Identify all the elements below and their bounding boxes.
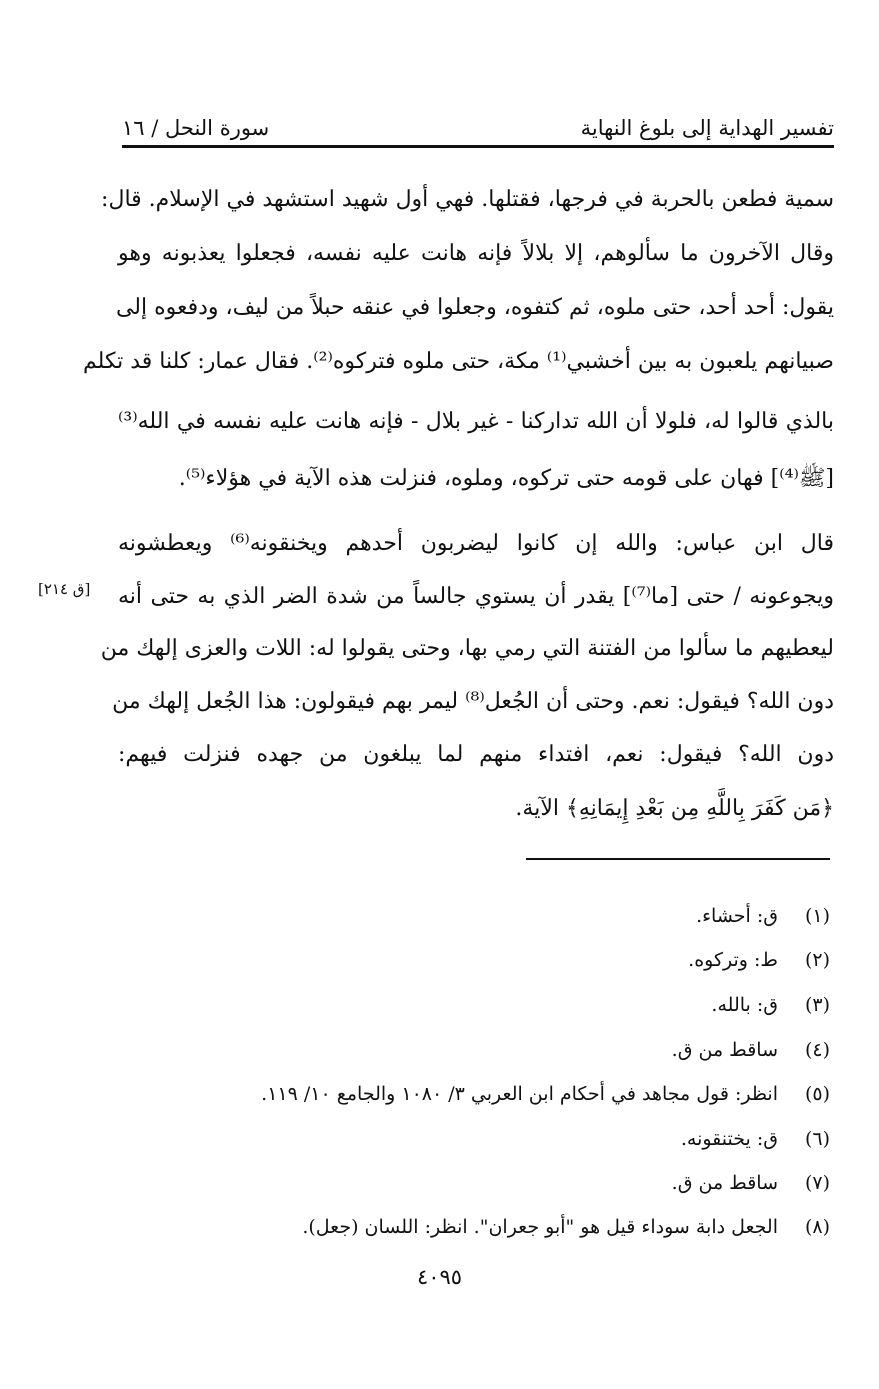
footnote-7 <box>672 1169 830 1197</box>
surah-label: سورة النحل / ١٦ <box>122 116 270 140</box>
footnote-4 <box>672 1036 830 1064</box>
footnote-number: (٣) <box>804 994 830 1016</box>
footnote-number: (٨) <box>804 1216 830 1238</box>
body-line-3: يقول: أحد أحد، حتى ملوه، ثم كتفوه، وجعلوا في عنقه حبلاً من ليف، ودفعوه إلى <box>115 295 834 320</box>
footnote-number: (٢) <box>804 949 830 971</box>
body-line-10: دون الله؟ فيقول: نعم. وحتى أن الجُعل⁽⁸⁾ ليمر بهم فيقولون: هذا الجُعل إلهك من <box>112 689 834 714</box>
footnote-text: انظر: قول مجاهد في أحكام ابن العربي ٣/ ١٠٨٠ والجامع ١٠/ ١١٩. <box>261 1083 778 1105</box>
body-line-2: وقال الآخرون ما سألوهم، إلا بلالاً فإنه هانت عليه نفسه، فجعلوا يعذبونه وهو <box>118 241 834 266</box>
body-line-9: ليعطيهم ما سألوا من الفتنة التي رمي بها، وحتى يقولوا له: اللات والعزى إلهك من <box>100 636 834 661</box>
running-header <box>122 104 834 144</box>
footnote-number: (٧) <box>804 1172 830 1194</box>
body-line-1: سمية فطعن بالحربة في فرجها، فقتلها. فهي أول شهيد استشهد في الإسلام. قال: <box>101 187 834 212</box>
body-line-7: قال ابن عباس: والله إن كانوا ليضربون أحدهم ويخنقونه⁽⁶⁾ ويعطشونه <box>118 531 834 556</box>
footnote-5 <box>261 1080 830 1108</box>
manuscript-folio-note: [ق ٢١٤] <box>38 580 91 598</box>
page-number: ٤٠٩٥ <box>416 1265 463 1289</box>
footnote-number: (٦) <box>804 1128 830 1150</box>
body-line-12: ﴿مَن كَفَرَ بِاللَّهِ مِن بَعْدِ إِيمَانِهِ﴾ الآية. <box>515 796 834 821</box>
footnote-number: (٥) <box>804 1083 830 1105</box>
footnote-1 <box>696 902 830 930</box>
footnote-text: ط: وتركوه. <box>688 949 778 971</box>
body-line-11: دون الله؟ فيقول: نعم، افتداء منهم لما يبلغون من جهده فنزلت فيهم: <box>118 742 834 767</box>
footnote-text: ساقط من ق. <box>671 1039 778 1061</box>
footnote-6 <box>681 1125 830 1153</box>
footnote-number: (١) <box>804 905 830 927</box>
footnote-text: ق: أحشاء. <box>696 905 778 927</box>
body-line-6: [ﷺ⁽⁴⁾] فهان على قومه حتى تركوه، وملوه، فنزلت هذه الآية في هؤلاء⁽⁵⁾. <box>178 466 834 491</box>
body-line-8: ويجوعونه / حتى [ما⁽⁷⁾] يقدر أن يستوي جالساً من شدة الضر الذي به حتى أنه <box>118 584 834 609</box>
footnote-rule <box>526 858 830 860</box>
footnote-8 <box>302 1213 830 1241</box>
footnote-number: (٤) <box>804 1039 830 1061</box>
footnote-2 <box>688 946 830 974</box>
body-line-4: صبيانهم يلعبون به بين أخشبي⁽¹⁾ مكة، حتى ملوه فتركوه⁽²⁾. فقال عمار: كلنا قد تكلم <box>83 349 834 374</box>
body-line-5: بالذي قالوا له، فلولا أن الله تداركنا - غير بلال - فإنه هانت عليه نفسه في الله⁽³⁾ <box>118 409 834 434</box>
footnote-3 <box>711 991 830 1019</box>
footnote-text: ساقط من ق. <box>671 1172 778 1194</box>
footnote-text: ق: يختنقونه. <box>680 1128 778 1150</box>
book-title: تفسير الهداية إلى بلوغ النهاية <box>580 116 834 140</box>
footnote-text: ق: بالله. <box>711 994 778 1016</box>
header-rule <box>122 145 834 148</box>
footnote-text: الجعل دابة سوداء قيل هو "أبو جعران". انظر: اللسان (جعل). <box>302 1216 778 1238</box>
